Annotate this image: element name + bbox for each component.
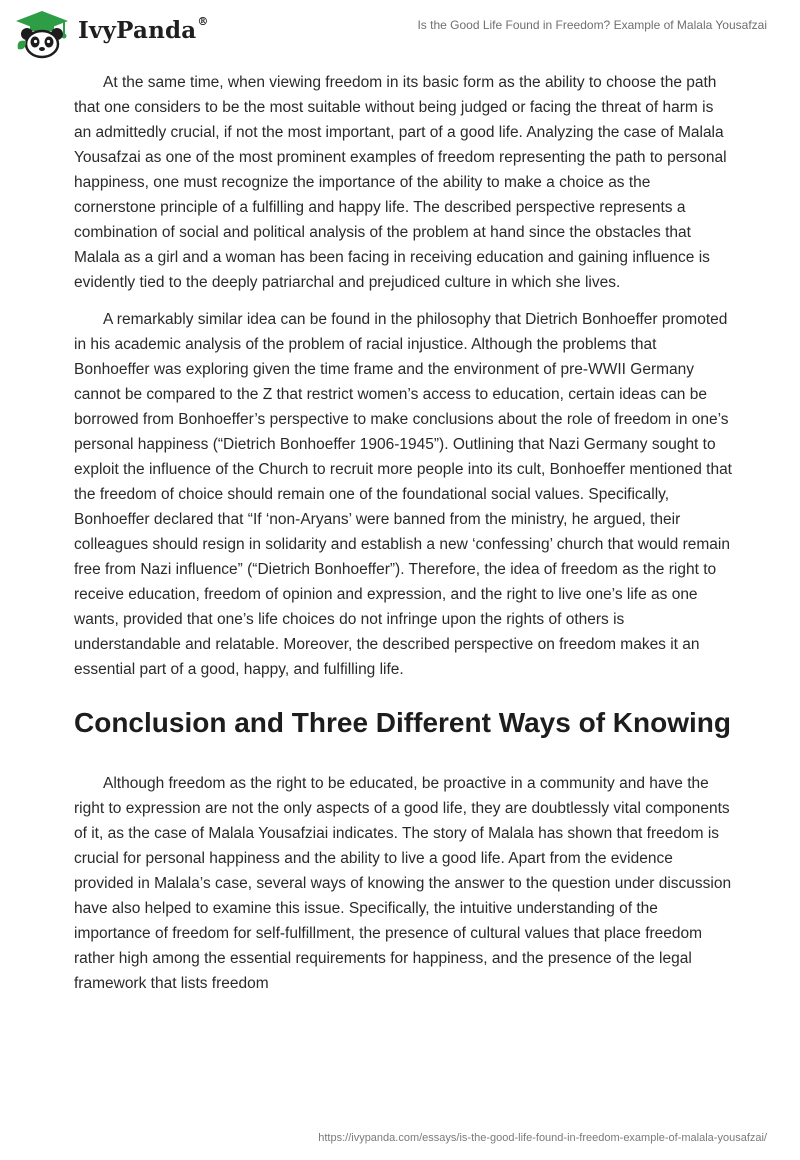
essay-paragraph: A remarkably similar idea can be found in the philosophy that Dietrich Bonhoeffer promoted in his academic analysis of the problem of racial injustice. Although the problems that Bonhoeffer was exploring given the time frame and the environment of pre-WWII Germany cannot be compared to the Z that restrict women’s access to education, certain ideas can be borrowed from Bonhoeffer’s perspective to make conclusions about the role of freedom in one’s personal happiness (“Dietrich Bonhoeffer 1906-1945”). Outlining that Nazi Germany sought to exploit the influence of the Church to recruit more people into its cult, Bonhoeffer mentioned that the freedom of choice should remain one of the foundational social values. Specifically, Bonhoeffer declared that “If ‘non-Aryans’ were banned from the ministry, he argued, their colleagues should resign in solidarity and establish a new ‘confessing’ church that would remain free from Nazi influence” (“Dietrich Bonhoeffer”). Therefore, the idea of freedom as the right to receive education, freedom of opinion and expression, and the right to live one’s life as one wants, provided that one’s life choices do not infringe upon the rights of others is understandable and relatable. Moreover, the described perspective on freedom makes it an essential part of a good, happy, and fulfilling life. bbox=[74, 311, 732, 678]
footer-source-url[interactable]: https://ivypanda.com/essays/is-the-good-life-found-in-freedom-example-of-malala-yousafzai/ bbox=[318, 1132, 767, 1144]
document-title: Is the Good Life Found in Freedom? Example of Malala Yousafzai bbox=[417, 18, 767, 32]
registered-mark: ® bbox=[197, 15, 209, 28]
panda-graduate-icon[interactable] bbox=[14, 9, 70, 59]
page-header bbox=[0, 0, 800, 70]
brand-name: IvyPanda bbox=[78, 17, 197, 44]
essay-paragraph: Although freedom as the right to be educated, be proactive in a community and have the right to expression are not the only aspects of a good life, they are doubtlessly vital components of it, as the case of Malala Yousafziai indicates. The story of Malala has shown that freedom is crucial for personal happiness and the ability to live a good life. Apart from the evidence provided in Malala’s case, several ways of knowing the answer to the question under discussion have also helped to examine this issue. Specifically, the intuitive understanding of the importance of freedom for self-fulfillment, the presence of cultural values that place freedom rather high among the essential requirements for happiness, and the presence of the legal framework that lists freedom bbox=[74, 775, 732, 992]
essay-content bbox=[74, 70, 734, 996]
essay-paragraph: At the same time, when viewing freedom in its basic form as the ability to choose the path that one considers to be the most suitable without being judged or facing the threat of harm is an admittedly crucial, if not the most important, part of a good life. Analyzing the case of Malala Yousafzai as one of the most prominent examples of freedom representing the path to personal happiness, one must recognize the importance of the ability to make a choice as the cornerstone principle of a fulfilling and happy life. The described perspective represents a combination of social and political analysis of the problem at hand since the obstacles that Malala as a girl and a woman has been facing in receiving education and gaining influence is evidently tied to the deeply patriarchal and prejudiced culture in which she lives. bbox=[74, 74, 727, 291]
section-heading: Conclusion and Three Different Ways of Knowing bbox=[74, 707, 731, 738]
brand-logo-text[interactable] bbox=[78, 17, 209, 44]
